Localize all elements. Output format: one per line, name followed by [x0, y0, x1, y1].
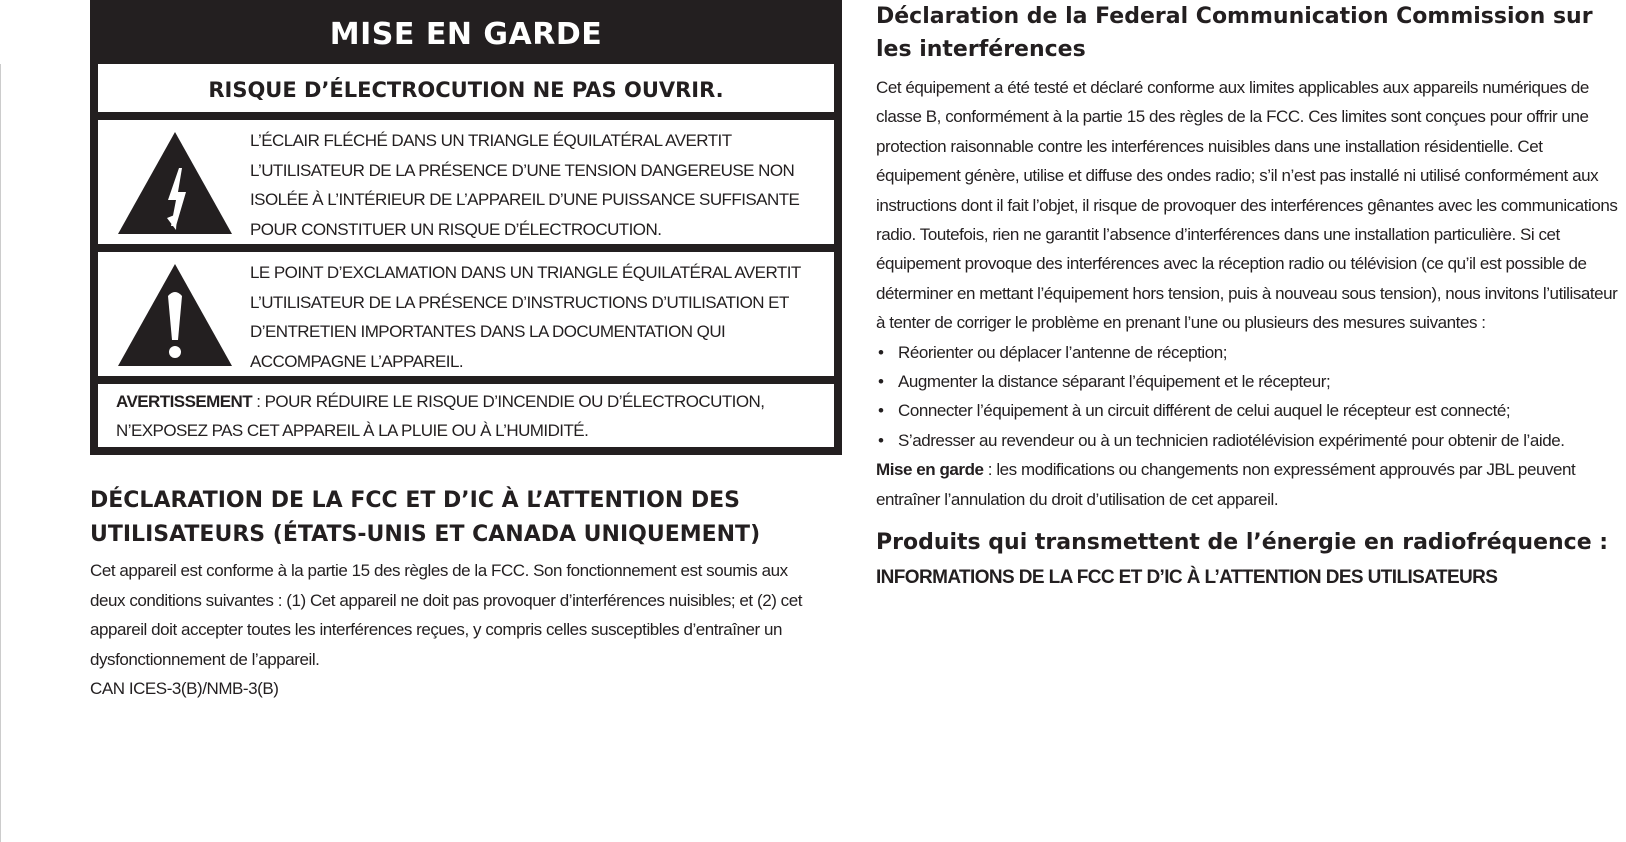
caution-note	[876, 455, 1624, 514]
measure-text: S’adresser au revendeur ou à un technicien radiotélévision expérimenté pour obtenir de l’aide.	[898, 430, 1565, 450]
exclamation-panel	[98, 252, 834, 376]
avertissement-text	[116, 387, 826, 445]
bullet-icon: •	[878, 342, 884, 362]
lightning-panel	[98, 120, 834, 244]
list-item	[876, 426, 1624, 455]
caution-label: Mise en garde	[876, 460, 984, 480]
avertissement-body: : POUR RÉDUIRE LE RISQUE D’INCENDIE OU D’ÉLECTROCUTION, N’EXPOSEZ PAS CET APPAREIL À LA PLUIE OU À L’HUMIDITÉ.	[116, 392, 765, 440]
measure-text: Augmenter la distance séparant l’équipement et le récepteur;	[898, 372, 1331, 392]
caution-text: : les modifications ou changements non expressément approuvés par JBL peuvent entraîner l’annulation du droit d’utilisation de cet appareil.	[876, 460, 1576, 509]
fcc-ic-code: CAN ICES-3(B)/NMB-3(B)	[90, 679, 279, 698]
risk-text: RISQUE D’ÉLECTROCUTION NE PAS OUVRIR.	[208, 78, 724, 102]
fcc-ic-heading: DÉCLARATION DE LA FCC ET D’IC À L’ATTENTION DES UTILISATEURS (ÉTATS-UNIS ET CANADA UNIQUEMENT)	[90, 488, 761, 547]
exclamation-triangle-icon	[116, 262, 234, 368]
rf-products-subheading: INFORMATIONS DE LA FCC ET D’IC À L’ATTENTION DES UTILISATEURS	[876, 567, 1498, 589]
avertissement-label: AVERTISSEMENT	[116, 392, 253, 411]
lightning-text: L’ÉCLAIR FLÉCHÉ DANS UN TRIANGLE ÉQUILATÉRAL AVERTIT L’UTILISATEUR DE LA PRÉSENCE D’UNE TENSION DANGEREUSE NON ISOLÉE À L’INTÉRIEUR DE L’APPAREIL D’UNE PUISSANCE SUFFISANTE POUR CONSTITUER UN RISQUE D’ÉLECTROCUTION.	[250, 131, 800, 239]
exclamation-text: LE POINT D’EXCLAMATION DANS UN TRIANGLE ÉQUILATÉRAL AVERTIT L’UTILISATEUR DE LA PRÉSENCE D’INSTRUCTIONS D’UTILISATION ET D’ENTRETIEN IMPORTANTES DANS LA DOCUMENTATION QUI ACCOMPAGNE L’APPAREIL.	[250, 263, 801, 371]
avertissement-panel	[98, 384, 834, 447]
fcc-ic-body	[90, 556, 810, 704]
list-item	[876, 367, 1624, 396]
right-column	[876, 0, 1624, 593]
fcc-interference-body: Cet équipement a été testé et déclaré conforme aux limites applicables aux appareils numériques de classe B, conformément à la partie 15 des règles de la FCC. Ces limites sont conçues pour offrir une protection raisonnable contre les interférences nuisibles dans une installation résidentielle. Cet équipement génère, utilise et diffuse des ondes radio; s’il n’est pas installé ni utilisé conformément aux instructions dont il fait l’objet, il risque de provoquer des interférences gênantes avec les communications radio. Toutefois, rien ne garantit l’absence d’interférences dans une installation particulière. Si cet équipement provoque des interférences avec la réception radio ou télévision (ce qu’il est possible de déterminer en mettant l’équipement hors tension, puis à nouveau sous tension), nous invitons l’utilisateur à tenter de corriger le problème en prenant l’une ou plusieurs des mesures suivantes :	[876, 78, 1618, 333]
measures-list	[876, 338, 1624, 456]
fcc-ic-paragraph: Cet appareil est conforme à la partie 15 des règles de la FCC. Son fonctionnement est soumis aux deux conditions suivantes : (1) Cet appareil ne doit pas provoquer d’interférences nuisibles; et (2) cet appareil doit accepter toutes les interférences reçues, y compris celles susceptibles d’entraîner un dysfonctionnement de l’appareil.	[90, 561, 803, 669]
page-margin-rule	[0, 64, 1, 842]
list-item	[876, 338, 1624, 367]
bullet-icon: •	[878, 372, 884, 392]
lightning-triangle-icon	[116, 130, 234, 236]
warning-title: MISE EN GARDE	[329, 17, 603, 52]
risk-panel	[98, 64, 834, 112]
bullet-icon: •	[878, 430, 884, 450]
bullet-icon: •	[878, 401, 884, 421]
measure-text: Connecter l’équipement à un circuit différent de celui auquel le récepteur est connecté;	[898, 401, 1511, 421]
list-item	[876, 396, 1624, 425]
measure-text: Réorienter ou déplacer l’antenne de réception;	[898, 342, 1227, 362]
rf-products-heading: Produits qui transmettent de l’énergie en radiofréquence :	[876, 530, 1609, 556]
fcc-interference-heading: Déclaration de la Federal Communication Commission sur les interférences	[876, 4, 1593, 62]
warning-box	[90, 0, 842, 455]
